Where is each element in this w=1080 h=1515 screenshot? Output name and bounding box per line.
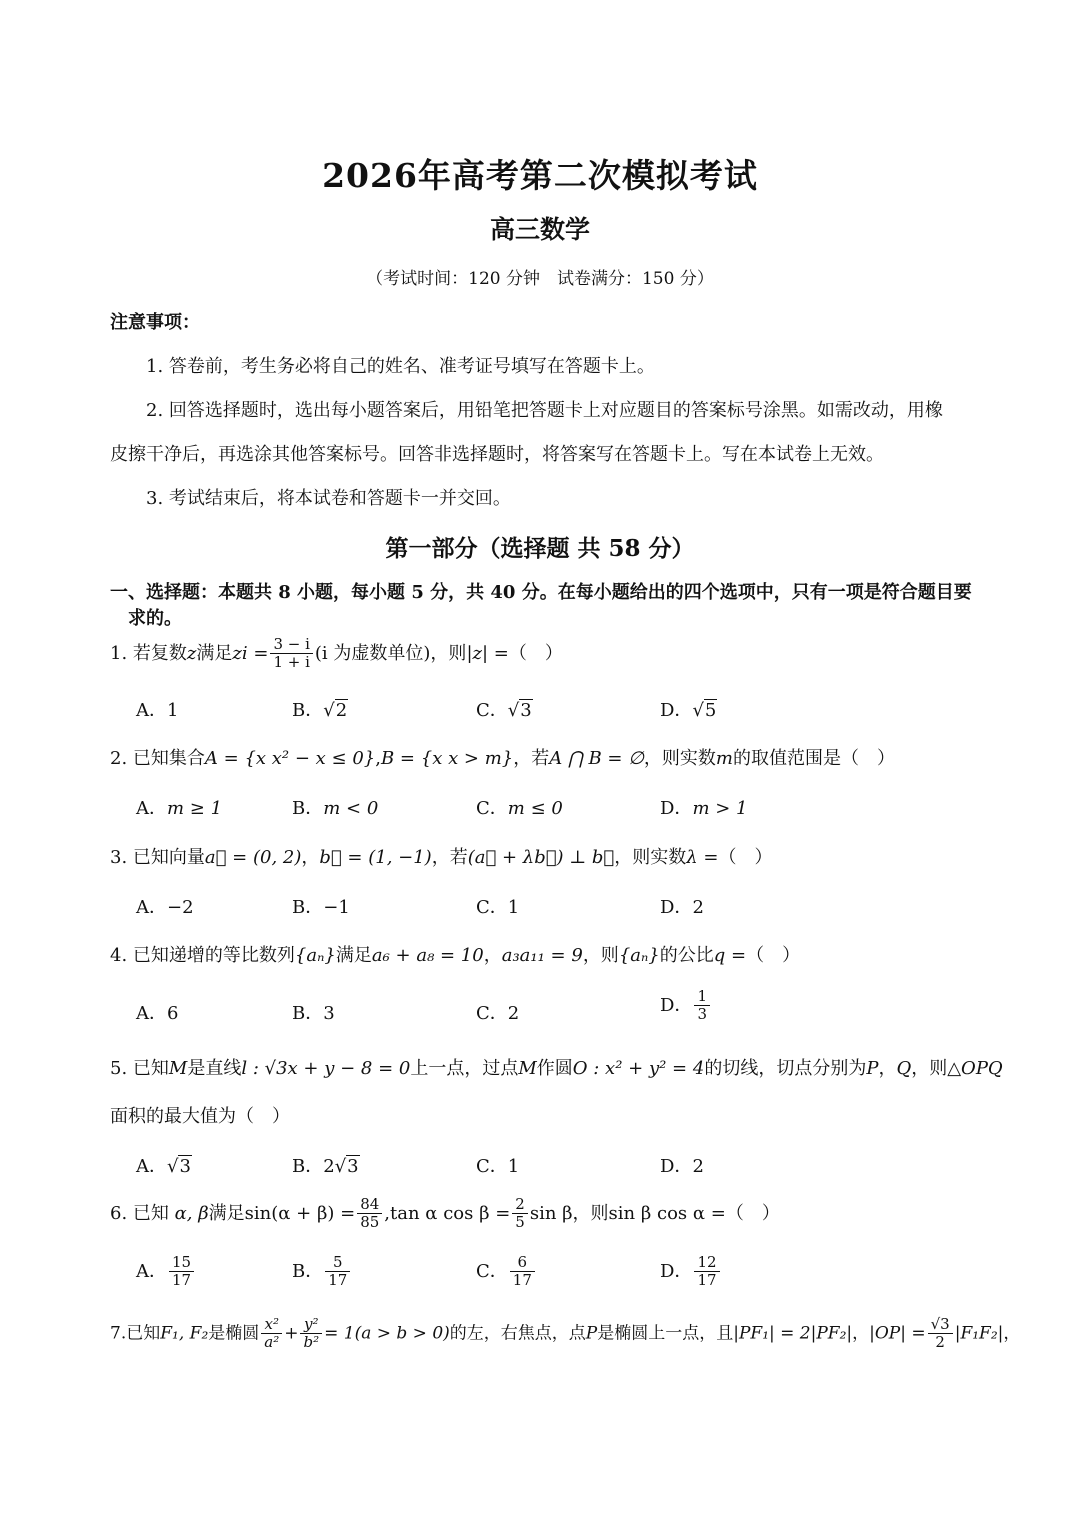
option-fraction xyxy=(694,988,710,1024)
q2-text-mid: ，若 xyxy=(513,748,550,769)
q1-option-b xyxy=(292,696,348,722)
fraction-denominator: 5 xyxy=(515,1213,525,1232)
fraction-denominator: 17 xyxy=(172,1271,192,1290)
option-label: A． xyxy=(136,1003,167,1024)
fraction-numerator: √3 xyxy=(928,1316,953,1334)
option-value: 3 xyxy=(520,700,532,721)
q7-op: |OP| = xyxy=(869,1323,926,1344)
section-instructions-line-2: 求的。 xyxy=(128,608,182,629)
q2-text-post: ，则实数 xyxy=(643,748,716,769)
option-value: m ≤ 0 xyxy=(507,798,563,819)
option-label: B． xyxy=(292,1156,324,1177)
option-label: B． xyxy=(292,700,324,721)
q1-fraction xyxy=(270,636,312,672)
fraction-numerator: 15 xyxy=(169,1254,194,1272)
q2-condition: A ⋂ B = ∅ xyxy=(549,748,644,769)
option-label: D． xyxy=(660,798,693,819)
option-label: B． xyxy=(292,897,324,918)
q6-fraction-1 xyxy=(357,1196,382,1232)
question-number: 7. xyxy=(110,1323,127,1344)
q6-text-post: ，则 xyxy=(572,1202,609,1224)
q3-text-mid: ，若 xyxy=(431,847,468,868)
fraction-denominator: 3 xyxy=(697,1005,707,1024)
q5-option-a xyxy=(136,1152,192,1178)
q6-option-c xyxy=(476,1254,537,1290)
question-3 xyxy=(110,843,772,869)
fraction-numerator: 2 xyxy=(512,1196,528,1214)
fraction-numerator: 84 xyxy=(357,1196,382,1214)
q7-foci: F₁, F₂ xyxy=(160,1323,209,1344)
q7-fraction-x xyxy=(261,1316,282,1352)
q4-condition-2: a₃a₁₁ = 9 xyxy=(501,945,583,966)
q2-option-a xyxy=(136,794,222,820)
q5-sep: ， xyxy=(878,1058,897,1079)
q5-var-m: M xyxy=(168,1058,188,1079)
fraction-denominator: b² xyxy=(303,1333,320,1352)
option-value: m < 0 xyxy=(323,798,379,819)
q2-sep: , xyxy=(375,748,381,769)
fraction-numerator: 5 xyxy=(325,1254,350,1272)
q5-var-m-2: M xyxy=(518,1058,537,1079)
option-value: 6 xyxy=(167,1003,179,1024)
option-label: B． xyxy=(292,1003,324,1024)
option-label: D． xyxy=(660,1260,693,1282)
notice-item-3: 3. 考试结束后，将本试卷和答题卡一并交回。 xyxy=(146,488,511,509)
q4-sequence-2: {aₙ} xyxy=(618,945,660,966)
fraction-numerator: 12 xyxy=(694,1254,719,1272)
option-label: C． xyxy=(476,1003,508,1024)
q3-option-b xyxy=(292,893,350,919)
option-label: A． xyxy=(136,798,167,819)
sqrt-symbol: √3 xyxy=(167,1156,191,1177)
q7-fraction-y xyxy=(300,1316,322,1352)
fraction-numerator: 6 xyxy=(510,1254,535,1272)
exam-subject: 高三数学 xyxy=(489,215,590,244)
question-7 xyxy=(110,1316,1020,1352)
q5-circle-equation: O : x² + y² = 4 xyxy=(572,1058,705,1079)
q5-option-c xyxy=(476,1152,519,1178)
sqrt-symbol: √3 xyxy=(334,1156,359,1177)
question-number: 3. xyxy=(110,847,128,868)
q5-text-mid-3: 作圆 xyxy=(536,1058,573,1079)
option-label: C． xyxy=(476,1156,508,1177)
q3-answer-paren: （ ） xyxy=(718,847,773,868)
q1-abs: |z| = xyxy=(466,642,509,664)
option-label: D． xyxy=(660,994,693,1016)
option-value: m > 1 xyxy=(692,798,748,819)
q2-text-pre: 已知集合 xyxy=(132,748,205,769)
option-label: B． xyxy=(292,798,324,819)
option-value: 2 xyxy=(692,1156,704,1177)
fraction-numerator: y² xyxy=(300,1316,322,1334)
q3-text-pre: 已知向量 xyxy=(132,847,205,868)
q2-option-b xyxy=(292,794,378,820)
q7-condition-1: |PF₁| = 2|PF₂| xyxy=(733,1323,853,1344)
notice-item-1: 1. 答卷前，考生务必将自己的姓名、准考证号填写在答题卡上。 xyxy=(146,356,655,377)
fraction-denominator: 2 xyxy=(935,1333,945,1352)
option-label: C． xyxy=(476,897,508,918)
fraction-denominator: a² xyxy=(264,1333,280,1352)
q5-var-p: P xyxy=(866,1058,879,1079)
q6-text-mid: 满足 xyxy=(208,1202,245,1224)
option-value: 3 xyxy=(179,1156,191,1177)
question-number: 4. xyxy=(110,945,128,966)
q4-sequence: {aₙ} xyxy=(294,945,336,966)
q1-fraction-numerator: 3 − i xyxy=(270,636,312,654)
fraction-denominator: 17 xyxy=(328,1271,348,1290)
option-label: B． xyxy=(292,1260,324,1282)
question-2 xyxy=(110,744,895,770)
q7-var-p: P xyxy=(585,1323,598,1344)
exam-title: 2026年高考第二次模拟考试 xyxy=(322,156,758,195)
option-fraction xyxy=(325,1254,350,1290)
question-number: 1. xyxy=(110,642,128,664)
q1-var: z xyxy=(186,642,197,664)
option-value: 1 xyxy=(167,700,179,721)
q3-condition: (a⃗ + λb⃗) ⊥ b⃗ xyxy=(467,847,615,868)
q6-sin-beta: sin β xyxy=(529,1202,573,1224)
q1-answer-paren: （ ） xyxy=(508,642,563,664)
q4-text-end: 的公比 xyxy=(659,945,714,966)
q7-text-pre: 已知 xyxy=(126,1323,161,1344)
q5-var-q: Q xyxy=(896,1058,912,1079)
q4-answer-paren: （ ） xyxy=(746,945,801,966)
q3-option-a xyxy=(136,893,194,919)
notice-heading: 注意事项： xyxy=(110,312,200,333)
sqrt-symbol: √5 xyxy=(692,700,717,721)
q6-vars: α, β xyxy=(174,1202,209,1224)
option-label: D． xyxy=(660,897,693,918)
option-fraction xyxy=(169,1254,194,1290)
q6-sin-expression: sin(α + β) = xyxy=(244,1202,356,1224)
fraction-numerator: 1 xyxy=(694,988,710,1006)
q4-text-mid: 满足 xyxy=(335,945,372,966)
option-label: A． xyxy=(136,700,167,721)
q4-option-a xyxy=(136,999,178,1025)
q4-option-d xyxy=(660,988,712,1024)
fraction-numerator: x² xyxy=(261,1316,282,1334)
option-value: m ≥ 1 xyxy=(167,798,223,819)
q5-text-mid-2: 上一点，过点 xyxy=(410,1058,519,1079)
q6-option-a xyxy=(136,1254,196,1290)
q2-text-end: 的取值范围是（ ） xyxy=(732,748,895,769)
option-label: A． xyxy=(136,1156,167,1177)
q4-sep: ， xyxy=(483,945,502,966)
q3-var: λ = xyxy=(686,847,719,868)
notice-item-2-line-2: 皮擦干净后，再选涂其他答案标号。回答非选择题时，将答案写在答题卡上。写在本试卷上无效。 xyxy=(110,444,884,465)
q4-condition-1: a₆ + a₈ = 10 xyxy=(371,945,484,966)
fraction-denominator: 17 xyxy=(697,1271,717,1290)
q6-option-b xyxy=(292,1254,352,1290)
q3-option-c xyxy=(476,893,519,919)
q7-text-mid-2: 的左，右焦点，点 xyxy=(449,1323,586,1344)
q1-fraction-denominator: 1 + i xyxy=(273,653,310,672)
q1-option-a xyxy=(136,696,178,722)
question-4 xyxy=(110,941,800,967)
q4-option-b xyxy=(292,999,335,1025)
q6-answer-paren: （ ） xyxy=(725,1202,780,1224)
option-value: 1 xyxy=(507,1156,520,1177)
option-value: 1 xyxy=(507,897,520,918)
q2-option-d xyxy=(660,794,747,820)
q6-option-d xyxy=(660,1254,722,1290)
option-fraction xyxy=(694,1254,719,1290)
question-6 xyxy=(110,1196,780,1232)
q1-text-pre: 若复数 xyxy=(132,642,187,664)
q7-text-end: ， xyxy=(1003,1323,1021,1344)
q4-text-pre: 已知递增的等比数列 xyxy=(132,945,295,966)
option-label: C． xyxy=(476,798,508,819)
question-number: 5. xyxy=(110,1058,128,1079)
fraction-denominator: 17 xyxy=(512,1271,532,1290)
q3-text-post: ，则实数 xyxy=(614,847,687,868)
q7-text-mid-3: 是椭圆上一点，且 xyxy=(597,1323,734,1344)
q7-plus: + xyxy=(284,1323,299,1344)
q7-fraction-r xyxy=(928,1316,953,1352)
question-5 xyxy=(110,1054,1003,1080)
q7-ellipse-eq: = 1(a > b > 0) xyxy=(324,1323,450,1344)
q7-f1f2: |F₁F₂| xyxy=(954,1323,1004,1344)
q1-option-d xyxy=(660,696,717,722)
fraction-denominator: 85 xyxy=(360,1213,380,1232)
q6-text-pre: 已知 xyxy=(132,1202,169,1224)
option-value: 2 xyxy=(507,1003,520,1024)
q5-line-equation: l : √3x + y − 8 = 0 xyxy=(241,1058,411,1079)
q7-sep: ， xyxy=(852,1323,870,1344)
q6-tan-expression: tan α cos β = xyxy=(390,1202,511,1224)
q1-text-post: (i 为虚数单位)，则 xyxy=(314,642,467,664)
question-number: 6. xyxy=(110,1202,128,1224)
section-title: 第一部分（选择题 共 58 分） xyxy=(385,535,695,562)
q4-option-c xyxy=(476,999,519,1025)
q2-var: m xyxy=(715,748,733,769)
option-value: −2 xyxy=(167,897,194,918)
sqrt-symbol: √2 xyxy=(323,700,348,721)
q2-set-a: A = {x x² − x ≤ 0} xyxy=(204,748,376,769)
option-coefficient: 2 xyxy=(323,1156,335,1177)
question-number: 2. xyxy=(110,748,128,769)
option-label: C． xyxy=(476,700,508,721)
q6-target: sin β cos α = xyxy=(608,1202,726,1224)
q4-text-post: ，则 xyxy=(582,945,619,966)
option-value: 2 xyxy=(335,700,348,721)
q5-option-d xyxy=(660,1152,704,1178)
q5-triangle: △OPQ xyxy=(947,1058,1003,1079)
q5-line-2: 面积的最大值为（ ） xyxy=(110,1106,290,1127)
q5-option-b xyxy=(292,1152,360,1178)
option-label: D． xyxy=(660,700,693,721)
question-1 xyxy=(110,636,563,672)
q6-sep: , xyxy=(384,1202,391,1224)
option-value: 3 xyxy=(323,1003,335,1024)
q5-text-post: ，则 xyxy=(911,1058,948,1079)
sqrt-symbol: √3 xyxy=(507,700,532,721)
option-value: 3 xyxy=(347,1156,359,1177)
option-label: A． xyxy=(136,1260,167,1282)
q1-text-mid: 满足 xyxy=(196,642,233,664)
option-label: C． xyxy=(476,1260,508,1282)
q7-text-mid-1: 是椭圆 xyxy=(208,1323,260,1344)
option-fraction xyxy=(510,1254,535,1290)
option-label: A． xyxy=(136,897,167,918)
option-label: D． xyxy=(660,1156,693,1177)
q3-sep: ， xyxy=(301,847,320,868)
q2-set-b: B = {x x > m} xyxy=(380,748,514,769)
q5-text-mid-4: 的切线，切点分别为 xyxy=(704,1058,867,1079)
q1-lhs: zi = xyxy=(232,642,269,664)
q5-text-mid-1: 是直线 xyxy=(187,1058,242,1079)
option-value: −1 xyxy=(323,897,350,918)
notice-item-2-line-1: 2. 回答选择题时，选出每小题答案后，用铅笔把答题卡上对应题目的答案标号涂黑。如需改动，用橡 xyxy=(146,400,943,421)
q3-option-d xyxy=(660,893,704,919)
option-value: 5 xyxy=(704,700,717,721)
option-value: 2 xyxy=(692,897,704,918)
q3-vector-b: b⃗ = (1, −1) xyxy=(319,847,432,868)
q2-option-c xyxy=(476,794,563,820)
exam-info: （考试时间：120 分钟 试卷满分：150 分） xyxy=(366,269,714,289)
q5-text-pre: 已知 xyxy=(132,1058,169,1079)
q3-vector-a: a⃗ = (0, 2) xyxy=(204,847,302,868)
q1-option-c xyxy=(476,696,533,722)
section-instructions-line-1: 一、选择题：本题共 8 小题，每小题 5 分，共 40 分。在每小题给出的四个选项中，只有一项是符合题目要 xyxy=(110,582,972,603)
q6-fraction-2 xyxy=(512,1196,528,1232)
q4-var: q = xyxy=(713,945,747,966)
